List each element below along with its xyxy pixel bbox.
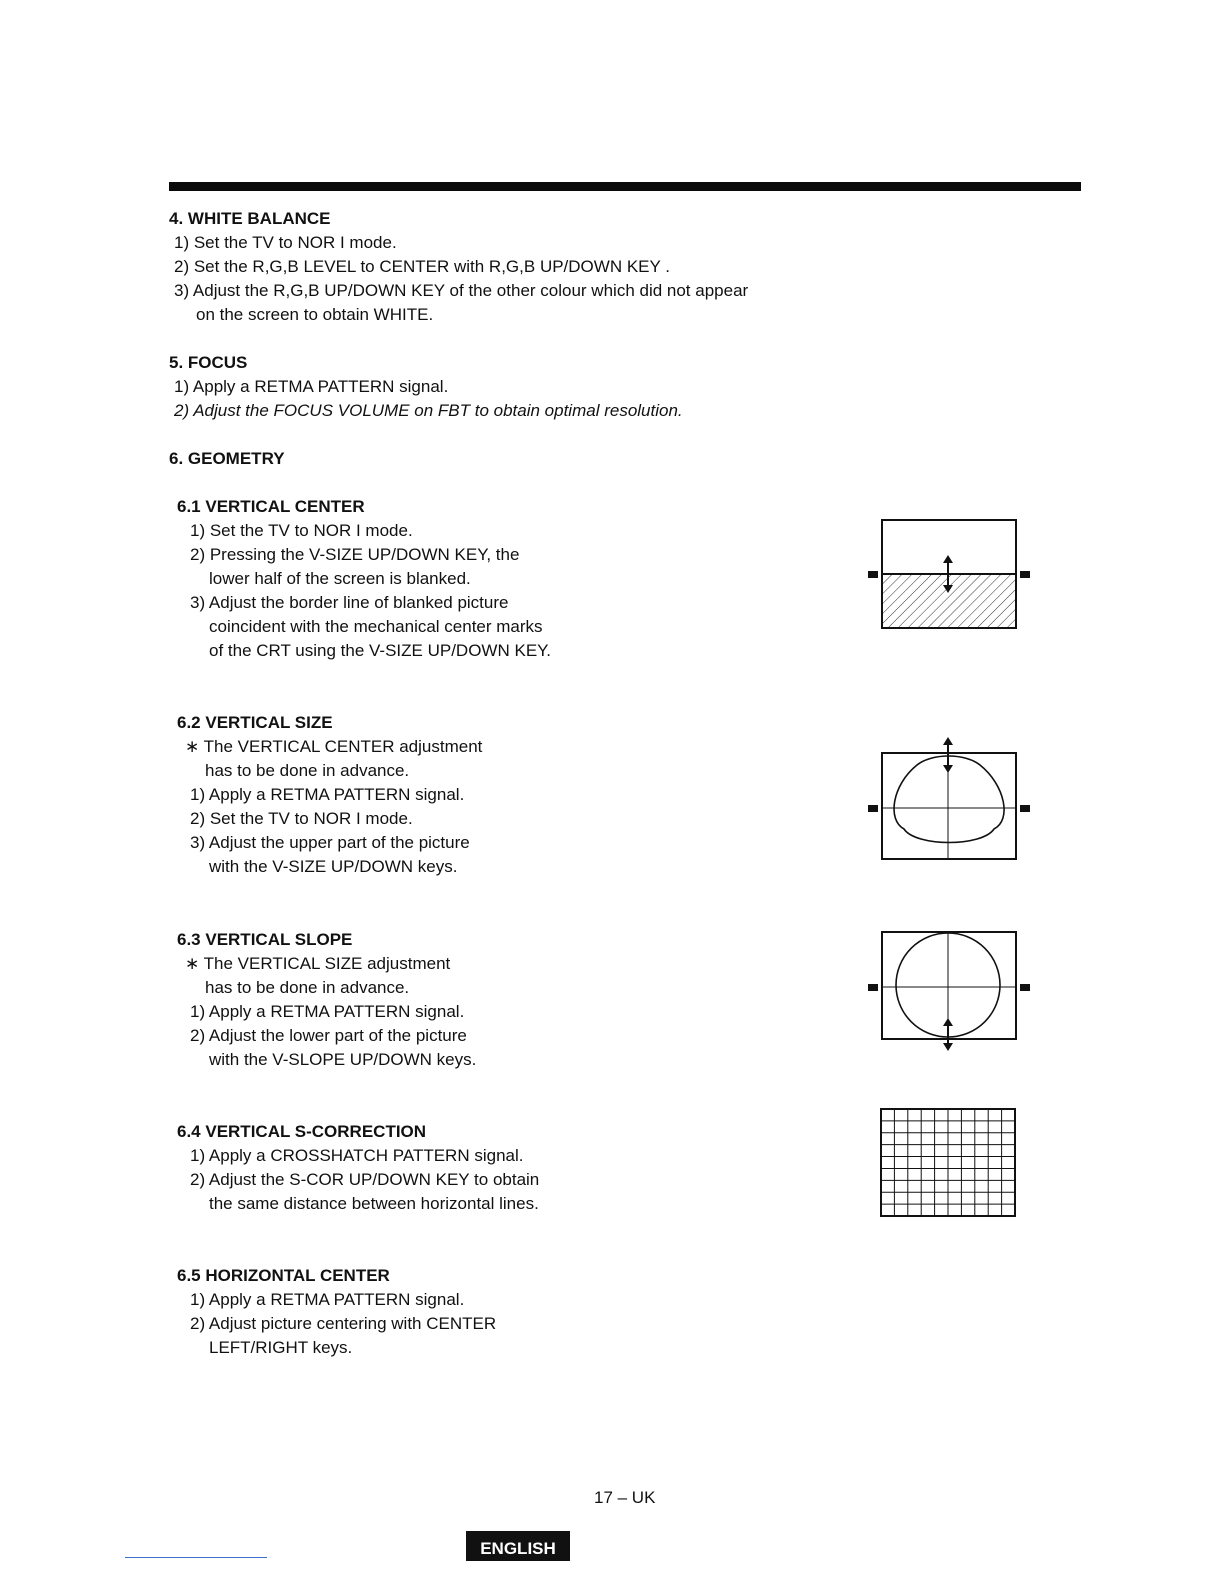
list-item: has to be done in advance.: [205, 761, 410, 780]
subsection-vertical-size: [177, 711, 482, 879]
subsection-horizontal-center: [177, 1264, 496, 1360]
section-white-balance: [169, 207, 748, 327]
list-item: 2) Adjust the lower part of the picture: [190, 1026, 467, 1045]
list-item: 2) Adjust the FOCUS VOLUME on FBT to obtain optimal resolution.: [174, 401, 683, 420]
list-item: 1) Apply a CROSSHATCH PATTERN signal.: [190, 1146, 524, 1165]
list-item: with the V-SIZE UP/DOWN keys.: [209, 857, 458, 876]
list-item: has to be done in advance.: [205, 978, 410, 997]
language-tab: ENGLISH: [466, 1531, 570, 1561]
center-mark-left: [868, 984, 878, 991]
list-item: 3) Adjust the R,G,B UP/DOWN KEY of the other colour which did not appear: [174, 281, 749, 300]
subsection-title: 6.2 VERTICAL SIZE: [177, 713, 333, 732]
section-title: 5. FOCUS: [169, 353, 248, 372]
list-item: 1) Apply a RETMA PATTERN signal.: [190, 1002, 465, 1021]
note-item: ∗ The VERTICAL CENTER adjustment: [185, 737, 483, 756]
vertical-size-diagram: [862, 735, 1034, 865]
subsection-title: 6.3 VERTICAL SLOPE: [177, 930, 353, 949]
list-item: 2) Set the TV to NOR I mode.: [190, 809, 413, 828]
list-item: of the CRT using the V-SIZE UP/DOWN KEY.: [209, 641, 552, 660]
vertical-center-diagram: [862, 515, 1034, 635]
list-item: 1) Apply a RETMA PATTERN signal.: [190, 1290, 465, 1309]
subsection-title: 6.4 VERTICAL S-CORRECTION: [177, 1122, 427, 1141]
list-item: on the screen to obtain WHITE.: [196, 305, 434, 324]
subsection-vertical-slope: [177, 928, 476, 1072]
header-rule: [169, 182, 1081, 191]
section-title: 4. WHITE BALANCE: [169, 209, 331, 228]
center-mark-right: [1020, 805, 1030, 812]
page-number: 17 – UK: [594, 1488, 656, 1507]
list-item: 3) Adjust the upper part of the picture: [190, 833, 470, 852]
list-item: 1) Apply a RETMA PATTERN signal.: [190, 785, 465, 804]
list-item: coincident with the mechanical center marks: [209, 617, 543, 636]
list-item: 2) Adjust picture centering with CENTER: [190, 1314, 497, 1333]
list-item: LEFT/RIGHT keys.: [209, 1338, 353, 1357]
list-item: lower half of the screen is blanked.: [209, 569, 471, 588]
link-underline: [125, 1557, 267, 1558]
note-item: ∗ The VERTICAL SIZE adjustment: [185, 954, 451, 973]
list-item: 1) Set the TV to NOR I mode.: [174, 233, 397, 252]
section-geometry: [169, 447, 285, 471]
list-item: 2) Set the R,G,B LEVEL to CENTER with R,G,B UP/DOWN KEY .: [174, 257, 670, 276]
list-item: 2) Adjust the S-COR UP/DOWN KEY to obtain: [190, 1170, 540, 1189]
list-item: 3) Adjust the border line of blanked picture: [190, 593, 509, 612]
subsection-title: 6.5 HORIZONTAL CENTER: [177, 1266, 390, 1285]
crosshatch-diagram: [878, 1106, 1018, 1220]
list-item: with the V-SLOPE UP/DOWN keys.: [209, 1050, 477, 1069]
center-mark-right: [1020, 571, 1030, 578]
center-mark-left: [868, 571, 878, 578]
list-item: 1) Set the TV to NOR I mode.: [190, 521, 413, 540]
subsection-title: 6.1 VERTICAL CENTER: [177, 497, 365, 516]
section-title: 6. GEOMETRY: [169, 449, 285, 468]
subsection-vertical-s-correction: [177, 1120, 539, 1216]
center-mark-right: [1020, 984, 1030, 991]
list-item: 2) Pressing the V-SIZE UP/DOWN KEY, the: [190, 545, 520, 564]
list-item: 1) Apply a RETMA PATTERN signal.: [174, 377, 449, 396]
center-mark-left: [868, 805, 878, 812]
section-focus: [169, 351, 683, 423]
subsection-vertical-center: [177, 495, 551, 663]
vertical-slope-diagram: [862, 925, 1034, 1055]
list-item: the same distance between horizontal lines.: [209, 1194, 539, 1213]
